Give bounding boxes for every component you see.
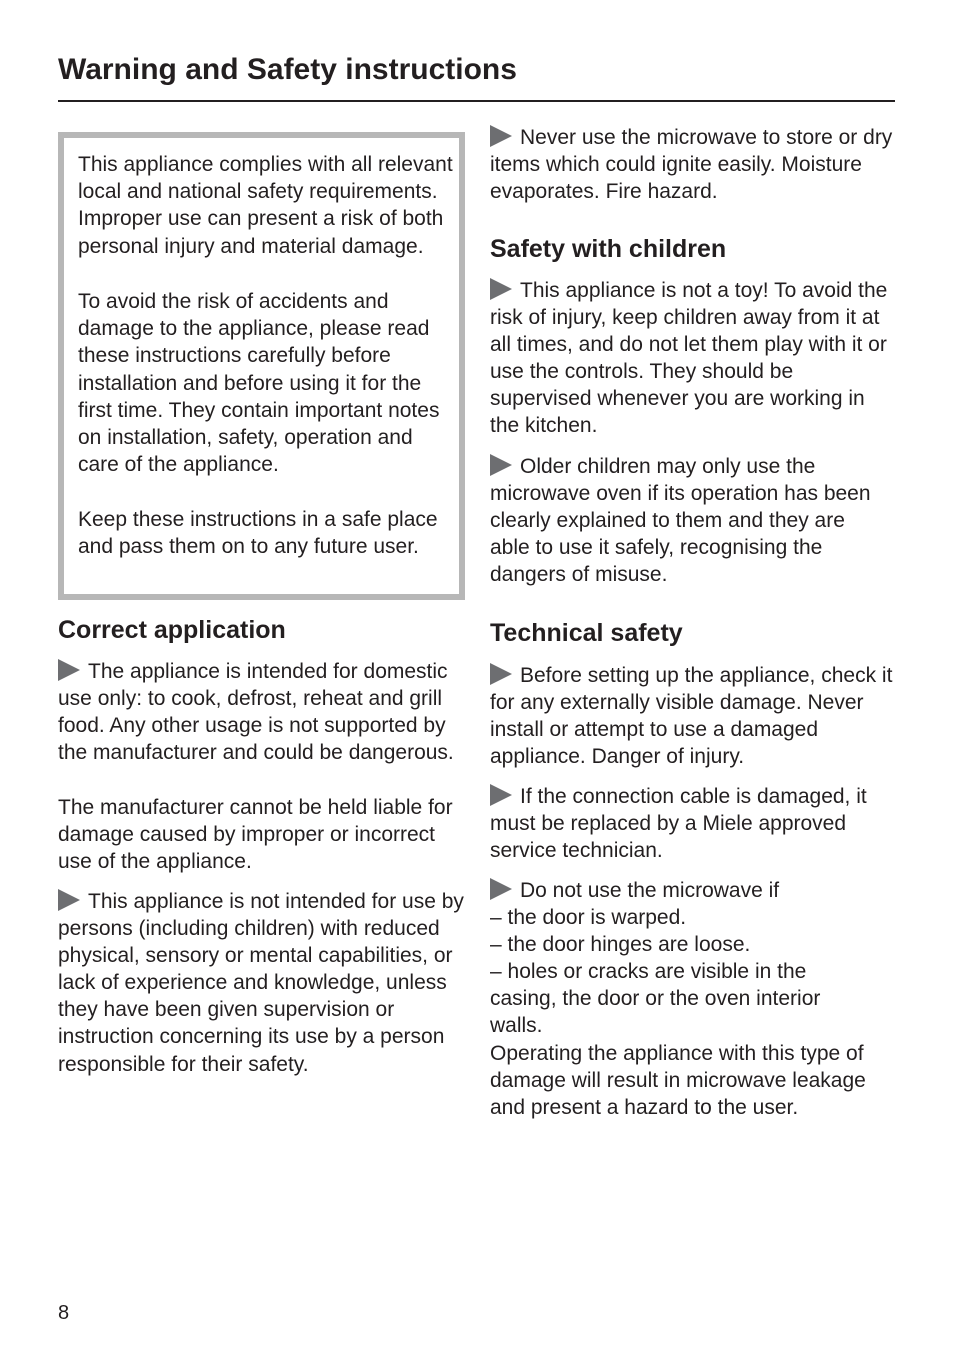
heading-technical-safety: Technical safety <box>490 619 683 647</box>
do-not-use-condition-holes: – holes or cracks are visible in the casing, the door or the oven interior walls. <box>490 960 821 1038</box>
triangle-right-icon <box>58 889 80 911</box>
heading-safety-with-children: Safety with children <box>490 235 727 263</box>
correct-application-item-intended-use: The appliance is intended for domestic use only: to cook, defrost, reheat and grill food. Any other usage is not supported by the manufacturer and could be dangerous. <box>58 660 454 765</box>
triangle-right-icon <box>490 278 512 300</box>
correct-application-item-persons: This appliance is not intended for use by persons (including children) with reduced physical, sensory or mental capabilities, or lack of experience and knowledge, unless they have been given supervision or instruction concerning its use by a person responsible for their safety. <box>58 890 464 1076</box>
triangle-right-icon <box>58 659 80 681</box>
children-item-not-a-toy: This appliance is not a toy! To avoid the risk of injury, keep children away from it at all times, and do not let them play with it or use the controls. They should be supervised whenever you are working in the kitchen. <box>490 279 888 438</box>
notice-box <box>58 132 465 600</box>
storage-warning-item: Never use the microwave to store or dry items which could ignite easily. Moisture evaporates. Fire hazard. <box>490 126 893 204</box>
heading-correct-application: Correct application <box>58 616 286 644</box>
title-rule <box>58 100 895 102</box>
page-number: 8 <box>58 1302 70 1324</box>
technical-item-do-not-use <box>490 877 890 1121</box>
triangle-right-icon <box>490 454 512 476</box>
technical-item-check-damage: Before setting up the appliance, check it for any externally visible damage. Never install or attempt to use a damaged appliance. Danger of injury. <box>490 664 893 769</box>
do-not-use-condition-hinges: – the door hinges are loose. <box>490 933 751 957</box>
notice-paragraph-read-instructions: To avoid the risk of accidents and damage to the appliance, please read these instructions carefully before installation and before using it for the first time. They contain important notes on installation, safety, operation and care of the appliance. <box>78 290 440 477</box>
triangle-right-icon <box>490 878 512 900</box>
notice-paragraph-compliance: This appliance complies with all relevant local and national safety requirements. Improper use can present a risk of both personal injury and material damage. <box>78 153 453 258</box>
do-not-use-condition-warped: – the door is warped. <box>490 906 687 930</box>
do-not-use-hazard-note: Operating the appliance with this type of damage will result in microwave leakage and present a hazard to the user. <box>490 1041 866 1119</box>
triangle-right-icon <box>490 125 512 147</box>
correct-application-liability-note: The manufacturer cannot be held liable for damage caused by improper or incorrect use of the appliance. <box>58 796 453 874</box>
do-not-use-intro: Do not use the microwave if <box>490 877 890 904</box>
triangle-right-icon <box>490 784 512 806</box>
triangle-right-icon <box>490 663 512 685</box>
children-item-older-children: Older children may only use the microwave oven if its operation has been clearly explained to them and they are able to use it safely, recognising the dangers of misuse. <box>490 455 871 587</box>
technical-item-connection-cable: If the connection cable is damaged, it must be replaced by a Miele approved service technician. <box>490 785 867 863</box>
page-title: Warning and Safety instructions <box>58 53 517 86</box>
notice-paragraph-keep-instructions: Keep these instructions in a safe place and pass them on to any future user. <box>78 508 438 559</box>
